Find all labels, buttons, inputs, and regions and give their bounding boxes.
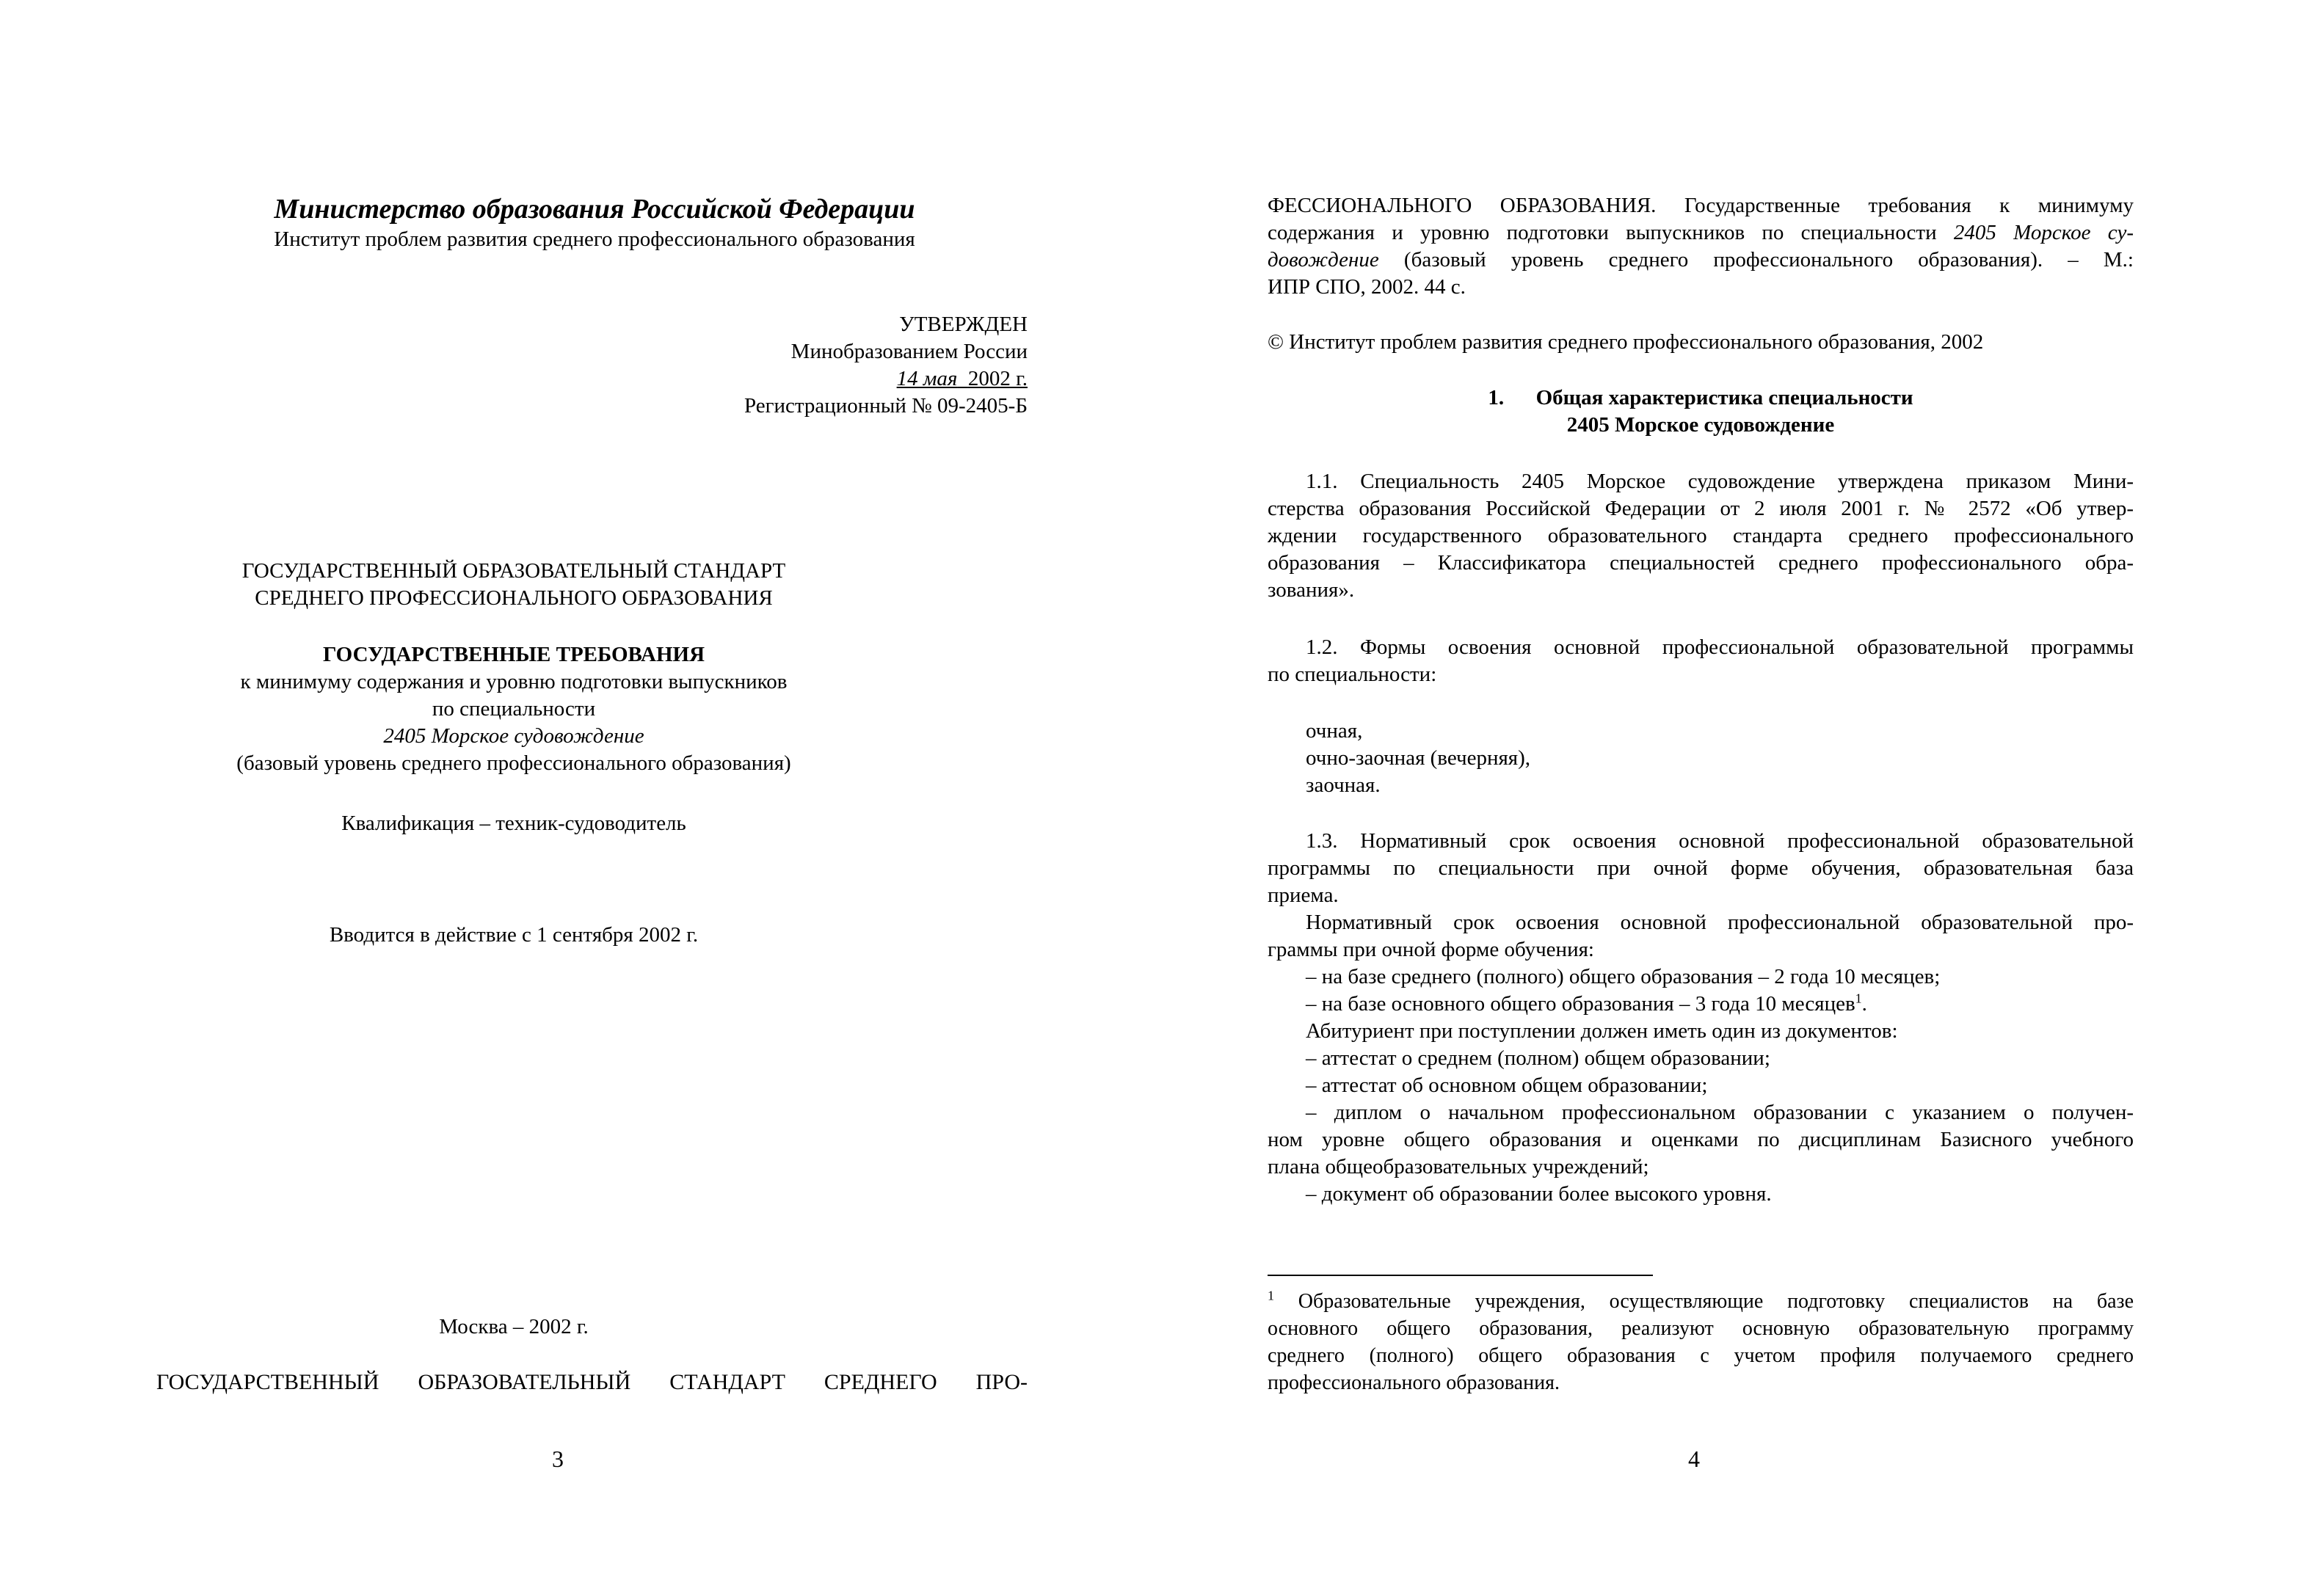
footnote-line2: основного общего образования, реализуют основную образовательную программу	[1268, 1317, 2134, 1340]
doc-item: – аттестат об основном общем образовании;	[1306, 1074, 1708, 1097]
page-number-right: 4	[1688, 1446, 1700, 1472]
citation-line2-text: содержания и уровню подготовки выпускников по специальности	[1268, 221, 1954, 244]
footnote-ref: 1	[1855, 991, 1862, 1006]
section-title	[1268, 385, 2134, 439]
p4-line2: граммы при очной форме обучения:	[1268, 938, 1594, 961]
place-year: Москва – 2002 г.	[439, 1315, 589, 1338]
ministry-heading: Министерство образования Российской Федерации	[274, 194, 915, 225]
approved-date-value	[897, 367, 1028, 390]
standard-title	[147, 558, 881, 612]
footnote-line1	[1268, 1288, 2134, 1315]
copyright-line: © Институт проблем развития среднего профессионального образования, 2002	[1268, 330, 1984, 354]
qualification: Квалификация – техник-судоводитель	[341, 812, 686, 835]
doc-item: – диплом о начальном профессиональном образовании с указанием о получен-	[1306, 1101, 2134, 1124]
registration-number: Регистрационный № 09-2405-Б	[744, 394, 1028, 418]
study-forms-list	[1268, 718, 2134, 799]
approved-date-day: 14 мая	[896, 367, 958, 390]
term-2-text: – на базе основного общего образования – 3 года 10 месяцев	[1306, 992, 1855, 1016]
doc-item-cont: плана общеобразовательных учреждений;	[1268, 1155, 1649, 1178]
citation-line4: ИПР СПО, 2002. 44 с.	[1268, 275, 1466, 299]
p1-line4: образования – Классификатора специальностей среднего профессионального обра-	[1268, 551, 2134, 575]
citation-specialty-part1: 2405 Морское су-	[1953, 221, 2134, 244]
study-form-item: очно-заочная (вечерняя),	[1306, 746, 1531, 770]
footnote-line4: профессионального образования.	[1268, 1371, 1560, 1394]
footnote-divider	[1268, 1275, 1653, 1276]
doc-item: – аттестат о среднем (полном) общем образовании;	[1306, 1046, 1770, 1070]
citation-line3	[1268, 247, 2134, 274]
p4-line1: Нормативный срок освоения основной профессиональной образовательной про-	[1306, 911, 2134, 934]
requirements-line1: к минимуму содержания и уровню подготовки выпускников	[240, 670, 788, 693]
term-item: – на базе среднего (полного) общего образования – 2 года 10 месяцев;	[1306, 965, 1941, 988]
approved-by: Минобразованием России	[790, 340, 1028, 363]
p3-line3: приема.	[1268, 883, 1339, 907]
citation-start: ГОСУДАРСТВЕННЫЙ ОБРАЗОВАТЕЛЬНЫЙ СТАНДАРТ СРЕДНЕГО ПРО-	[156, 1370, 1028, 1394]
term-item	[1268, 991, 2134, 1018]
p2-line2: по специальности:	[1268, 663, 1437, 686]
p1-line1: 1.1. Специальность 2405 Морское судовождение утверждена приказом Мини-	[1306, 470, 2134, 493]
requirements-block	[147, 641, 881, 777]
p3-line1: 1.3. Нормативный срок освоения основной профессиональной образовательной	[1306, 829, 2134, 853]
specialty-name: 2405 Морское судовождение	[383, 724, 644, 748]
approved-date	[514, 365, 1028, 393]
p1-line5: зования».	[1268, 578, 1355, 602]
requirements-line2: по специальности	[432, 697, 596, 721]
citation-line1: ФЕССИОНАЛЬНОГО ОБРАЗОВАНИЯ. Государственные требования к минимуму	[1268, 194, 2134, 217]
footnote-line1-text: Образовательные учреждения, осуществляющие подготовку специалистов на базе	[1274, 1290, 2134, 1313]
p2-line1: 1.2. Формы освоения основной профессиональной образовательной программы	[1306, 635, 2134, 659]
education-level: (базовый уровень среднего профессионального образования)	[236, 751, 791, 775]
paragraph-1-3	[1268, 828, 2134, 1208]
section-title-line2: 2405 Морское судовождение	[1566, 413, 1835, 437]
doc-item: – документ об образовании более высокого уровня.	[1306, 1182, 1772, 1206]
doc-item-cont: ном уровне общего образования и оценками по дисциплинам Базисного учебного	[1268, 1128, 2134, 1151]
paragraph-1-2	[1268, 634, 2134, 688]
citation-specialty-part2: довождение	[1268, 248, 1379, 272]
citation-line2	[1268, 219, 2134, 247]
standard-title-line1: ГОСУДАРСТВЕННЫЙ ОБРАЗОВАТЕЛЬНЫЙ СТАНДАРТ	[241, 559, 786, 583]
standard-title-line2: СРЕДНЕГО ПРОФЕССИОНАЛЬНОГО ОБРАЗОВАНИЯ	[255, 586, 773, 610]
term-2-end: .	[1861, 992, 1867, 1016]
applicant-line: Абитуриент при поступлении должен иметь один из документов:	[1306, 1019, 1898, 1043]
approved-date-year: 2002 г.	[967, 367, 1028, 390]
section-title-line1: 1. Общая характеристика специальности	[1488, 386, 1913, 409]
footnote-line3: среднего (полного) общего образования с учетом профиля получаемого среднего	[1268, 1344, 2134, 1367]
approved-title: УТВЕРЖДЕН	[899, 313, 1028, 336]
institute-subheading: Институт проблем развития среднего профессионального образования	[274, 227, 915, 251]
paragraph-1-1	[1268, 468, 2134, 604]
p1-line3: ждении государственного образовательного стандарта среднего профессионального	[1268, 524, 2134, 547]
citation-line3-text: (базовый уровень среднего профессионального образования). – М.:	[1378, 248, 2134, 272]
approval-stamp-block	[514, 311, 1028, 420]
page-number-left: 3	[552, 1446, 564, 1472]
footnote	[1268, 1288, 2134, 1396]
effective-date: Вводится в действие с 1 сентября 2002 г.	[329, 923, 699, 947]
study-form-item: очная,	[1306, 719, 1363, 743]
footnote-mark: 1	[1268, 1288, 1274, 1303]
p3-line2: программы по специальности при очной форме обучения, образовательная база	[1268, 856, 2134, 880]
p1-line2: стерства образования Российской Федерации от 2 июля 2001 г. № 2572 «Об утвер-	[1268, 497, 2134, 520]
study-form-item: заочная.	[1306, 773, 1381, 797]
citation-continuation	[1268, 192, 2134, 301]
requirements-title: ГОСУДАРСТВЕННЫЕ ТРЕБОВАНИЯ	[322, 643, 705, 666]
